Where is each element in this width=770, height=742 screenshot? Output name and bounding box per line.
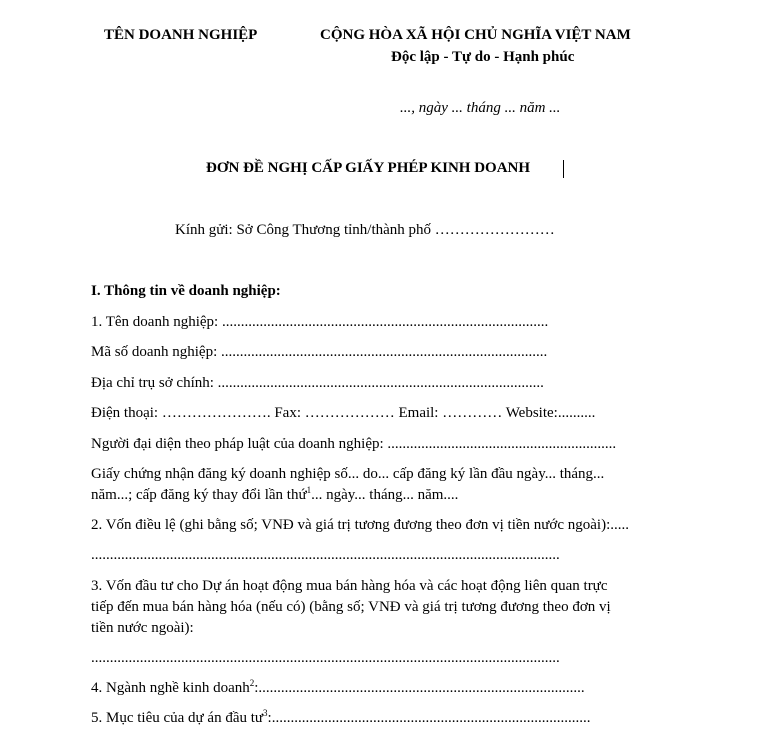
cert-line2-text-b: ... ngày... tháng... năm.... [311, 487, 459, 503]
field-charter-capital-dots: ............................................................................................................................. [91, 547, 560, 563]
field-investment-line1: 3. Vốn đầu tư cho Dự án hoạt động mua bán hàng hóa và các hoạt động liên quan trực [91, 578, 608, 594]
field-registration-cert-line1: Giấy chứng nhận đăng ký doanh nghiệp số... do... cấp đăng ký lần đầu ngày... tháng... [91, 466, 605, 482]
company-name-header: TÊN DOANH NGHIỆP [104, 27, 258, 43]
field-project-objective [91, 710, 590, 727]
field-contact: Điện thoại: …………………. Fax: ……………… Email: ………… Website:.......... [91, 405, 596, 421]
field-company-name: 1. Tên doanh nghiệp: ....................................................................................... [91, 314, 549, 330]
text-cursor [563, 160, 564, 178]
objective-text: 5. Mục tiêu của dự án đầu tư [91, 710, 264, 726]
field-business-line [91, 680, 585, 697]
field-legal-representative: Người đại diện theo pháp luật của doanh nghiệp: ............................................................. [91, 436, 617, 452]
field-registration-cert-line2 [91, 487, 458, 504]
field-charter-capital: 2. Vốn điều lệ (ghi bằng số; VNĐ và giá trị tương đương theo đơn vị tiền nước ngoài):..... [91, 517, 629, 533]
motto: Độc lập - Tự do - Hạnh phúc [391, 49, 575, 65]
footnote-ref-2: 2 [249, 678, 255, 688]
recipient-line: Kính gửi: Sở Công Thương tỉnh/thành phố …………………… [175, 222, 555, 238]
date-line: ..., ngày ... tháng ... năm ... [400, 100, 561, 116]
field-address: Địa chỉ trụ sở chính: ....................................................................................... [91, 375, 544, 391]
objective-dots: :..................................................................................... [267, 710, 591, 726]
document-title: ĐƠN ĐỀ NGHỊ CẤP GIẤY PHÉP KINH DOANH [206, 160, 531, 176]
nation-header: CỘNG HÒA XÃ HỘI CHỦ NGHĨA VIỆT NAM [320, 27, 631, 43]
footnote-ref-1: 1 [306, 485, 312, 495]
field-investment-line2: tiếp đến mua bán hàng hóa (nếu có) (bằng số; VNĐ và giá trị tương đương theo đơn vị [91, 599, 611, 615]
section-heading-company-info: I. Thông tin về doanh nghiệp: [91, 283, 281, 299]
footnote-ref-3: 3 [263, 708, 268, 718]
cert-line2-text-a: năm...; cấp đăng ký thay đổi lần thứ [91, 487, 307, 503]
field-investment-line3: tiền nước ngoài): [91, 620, 194, 636]
industry-text: 4. Ngành nghề kinh doanh [91, 680, 250, 696]
industry-dots: :....................................................................................... [254, 680, 585, 696]
field-tax-code: Mã số doanh nghiệp: ....................................................................................... [91, 344, 548, 360]
field-investment-dots: ............................................................................................................................. [91, 650, 560, 666]
